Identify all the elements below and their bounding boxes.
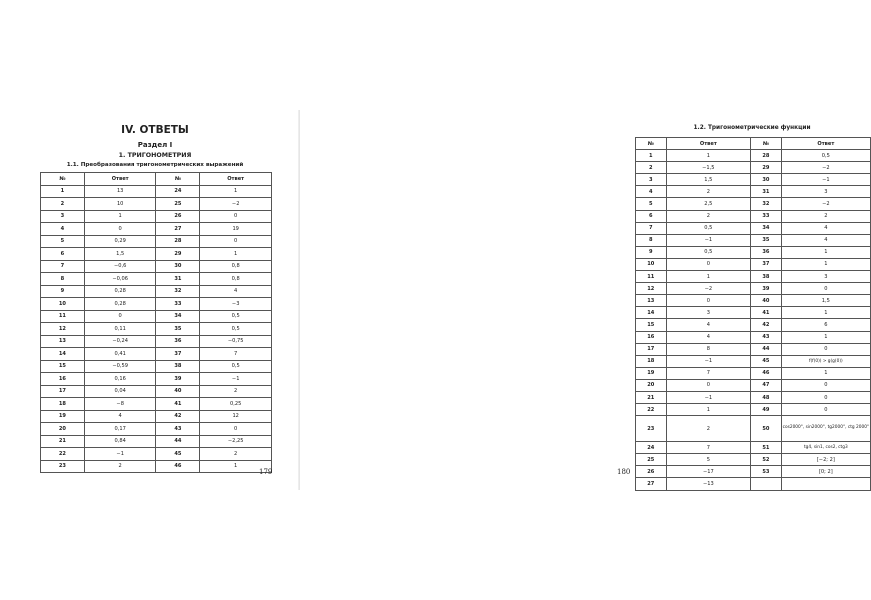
answer-cell: 1 bbox=[84, 210, 156, 223]
header-answer: Ответ bbox=[200, 173, 272, 186]
table-row bbox=[41, 260, 272, 273]
task-number-cell: 20 bbox=[41, 423, 85, 436]
table-header-row bbox=[41, 173, 272, 186]
task-number-cell: 21 bbox=[636, 391, 667, 403]
answer-cell: 0,84 bbox=[84, 435, 156, 448]
task-number-cell: 18 bbox=[636, 355, 667, 367]
table-row bbox=[41, 385, 272, 398]
answer-cell: tg4, sin1, cos2, ctg3 bbox=[781, 442, 870, 454]
page-number: 180 bbox=[617, 468, 631, 476]
answer-cell: 12 bbox=[200, 410, 272, 423]
right-page bbox=[300, 0, 870, 600]
answer-cell: −2 bbox=[200, 198, 272, 211]
answer-cell: 0 bbox=[200, 423, 272, 436]
task-number-cell: 35 bbox=[751, 234, 782, 246]
task-number-cell: 12 bbox=[636, 283, 667, 295]
task-number-cell: 4 bbox=[41, 223, 85, 236]
answer-cell: 4 bbox=[84, 410, 156, 423]
task-number-cell: 33 bbox=[751, 210, 782, 222]
answer-cell: 2 bbox=[666, 210, 751, 222]
answer-cell: −1 bbox=[781, 174, 870, 186]
answer-cell: 13 bbox=[84, 185, 156, 198]
table-row bbox=[41, 248, 272, 261]
answer-cell: 8 bbox=[666, 343, 751, 355]
table-row bbox=[41, 285, 272, 298]
answer-cell: 4 bbox=[666, 319, 751, 331]
table-row bbox=[41, 273, 272, 286]
answer-cell bbox=[781, 478, 870, 490]
answer-cell: [−2; 2] bbox=[781, 454, 870, 466]
task-number-cell: 1 bbox=[636, 150, 667, 162]
task-number-cell: 45 bbox=[156, 448, 200, 461]
answer-cell: 0,5 bbox=[666, 222, 751, 234]
answer-cell: 0,5 bbox=[666, 246, 751, 258]
answer-cell: [0; 2] bbox=[781, 466, 870, 478]
task-number-cell: 31 bbox=[156, 273, 200, 286]
task-number-cell: 52 bbox=[751, 454, 782, 466]
task-number-cell: 11 bbox=[636, 271, 667, 283]
chapter-title: IV. ОТВЕТЫ bbox=[121, 124, 189, 136]
task-number-cell: 14 bbox=[41, 348, 85, 361]
answer-cell: 19 bbox=[200, 223, 272, 236]
task-number-cell: 19 bbox=[41, 410, 85, 423]
task-number-cell: 1 bbox=[41, 185, 85, 198]
task-number-cell: 38 bbox=[751, 271, 782, 283]
table-row bbox=[41, 185, 272, 198]
table-row bbox=[41, 435, 272, 448]
task-number-cell: 24 bbox=[636, 442, 667, 454]
table-row bbox=[636, 367, 871, 379]
table-row bbox=[636, 466, 871, 478]
answer-cell: 0 bbox=[666, 258, 751, 270]
task-number-cell: 41 bbox=[156, 398, 200, 411]
table-row bbox=[636, 404, 871, 416]
answer-cell: 3 bbox=[781, 271, 870, 283]
answer-cell: 4 bbox=[781, 234, 870, 246]
table-row bbox=[636, 343, 871, 355]
answer-cell: 0,5 bbox=[200, 310, 272, 323]
answer-cell: cos2000°, sin2000°, tg2000°, ctg 2000° bbox=[781, 416, 870, 442]
answer-cell: 1 bbox=[666, 150, 751, 162]
answer-cell: −0,75 bbox=[200, 335, 272, 348]
task-number-cell: 28 bbox=[156, 235, 200, 248]
task-number-cell: 7 bbox=[636, 222, 667, 234]
answer-cell: −2,25 bbox=[200, 435, 272, 448]
answer-cell: 3 bbox=[781, 186, 870, 198]
answer-cell: −1 bbox=[84, 448, 156, 461]
task-number-cell: 37 bbox=[156, 348, 200, 361]
answer-cell: 1 bbox=[781, 307, 870, 319]
task-number-cell: 41 bbox=[751, 307, 782, 319]
table-row bbox=[41, 448, 272, 461]
answer-cell: 1 bbox=[781, 258, 870, 270]
answer-cell: 0,16 bbox=[84, 373, 156, 386]
answer-cell: 0 bbox=[200, 210, 272, 223]
task-number-cell: 53 bbox=[751, 466, 782, 478]
task-number-cell: 3 bbox=[636, 174, 667, 186]
answer-cell: 1 bbox=[200, 248, 272, 261]
answer-cell: 1 bbox=[781, 331, 870, 343]
table-row bbox=[636, 150, 871, 162]
task-number-cell: 48 bbox=[751, 391, 782, 403]
table-row bbox=[636, 454, 871, 466]
table-row bbox=[636, 319, 871, 331]
task-number-cell: 26 bbox=[156, 210, 200, 223]
task-number-cell: 17 bbox=[41, 385, 85, 398]
task-number-cell: 42 bbox=[751, 319, 782, 331]
table-row bbox=[636, 258, 871, 270]
answer-cell: 0,04 bbox=[84, 385, 156, 398]
answer-cell: −8 bbox=[84, 398, 156, 411]
answer-cell: 1 bbox=[666, 404, 751, 416]
table-row bbox=[41, 223, 272, 236]
answer-cell: 1 bbox=[781, 246, 870, 258]
table-row bbox=[41, 460, 272, 473]
table-row bbox=[41, 410, 272, 423]
task-number-cell: 8 bbox=[41, 273, 85, 286]
table-row bbox=[636, 162, 871, 174]
task-number-cell: 7 bbox=[41, 260, 85, 273]
task-number-cell: 30 bbox=[751, 174, 782, 186]
task-number-cell: 44 bbox=[156, 435, 200, 448]
table-row bbox=[41, 335, 272, 348]
task-number-cell: 47 bbox=[751, 379, 782, 391]
task-number-cell: 4 bbox=[636, 186, 667, 198]
task-number-cell: 16 bbox=[41, 373, 85, 386]
table-row bbox=[636, 379, 871, 391]
answer-cell: 2 bbox=[84, 460, 156, 473]
answer-cell: 7 bbox=[200, 348, 272, 361]
task-number-cell bbox=[751, 478, 782, 490]
task-number-cell: 22 bbox=[41, 448, 85, 461]
answer-cell: 0 bbox=[84, 223, 156, 236]
answer-cell: 0 bbox=[666, 295, 751, 307]
section-title: Раздел I bbox=[137, 141, 173, 149]
task-number-cell: 2 bbox=[41, 198, 85, 211]
task-number-cell: 10 bbox=[636, 258, 667, 270]
task-number-cell: 44 bbox=[751, 343, 782, 355]
answer-cell: 2 bbox=[781, 210, 870, 222]
table-row bbox=[636, 198, 871, 210]
answer-cell: −2 bbox=[781, 198, 870, 210]
answer-cell: −1 bbox=[666, 234, 751, 246]
answer-cell: 0,5 bbox=[200, 323, 272, 336]
table-row bbox=[636, 283, 871, 295]
answer-cell: 4 bbox=[666, 331, 751, 343]
table-row bbox=[41, 373, 272, 386]
answer-cell: 1,5 bbox=[666, 174, 751, 186]
task-number-cell: 30 bbox=[156, 260, 200, 273]
task-number-cell: 42 bbox=[156, 410, 200, 423]
task-number-cell: 50 bbox=[751, 416, 782, 442]
table-row bbox=[41, 310, 272, 323]
answer-cell: 4 bbox=[781, 222, 870, 234]
task-number-cell: 16 bbox=[636, 331, 667, 343]
header-answer: Ответ bbox=[666, 138, 751, 150]
task-number-cell: 9 bbox=[636, 246, 667, 258]
answer-cell: 3 bbox=[666, 307, 751, 319]
answer-cell: 0,41 bbox=[84, 348, 156, 361]
task-number-cell: 45 bbox=[751, 355, 782, 367]
task-number-cell: 46 bbox=[751, 367, 782, 379]
task-number-cell: 17 bbox=[636, 343, 667, 355]
task-number-cell: 13 bbox=[41, 335, 85, 348]
table-row bbox=[636, 186, 871, 198]
task-number-cell: 9 bbox=[41, 285, 85, 298]
task-number-cell: 24 bbox=[156, 185, 200, 198]
answer-cell: −1 bbox=[200, 373, 272, 386]
task-number-cell: 38 bbox=[156, 360, 200, 373]
task-number-cell: 2 bbox=[636, 162, 667, 174]
left-page bbox=[0, 0, 300, 600]
task-number-cell: 23 bbox=[636, 416, 667, 442]
table-row bbox=[636, 442, 871, 454]
table-row bbox=[636, 331, 871, 343]
answer-cell: 0,17 bbox=[84, 423, 156, 436]
task-number-cell: 10 bbox=[41, 298, 85, 311]
task-number-cell: 31 bbox=[751, 186, 782, 198]
answer-cell: −13 bbox=[666, 478, 751, 490]
table-row bbox=[636, 246, 871, 258]
task-number-cell: 40 bbox=[156, 385, 200, 398]
answer-cell: −0,06 bbox=[84, 273, 156, 286]
table-row bbox=[636, 355, 871, 367]
table-row bbox=[41, 323, 272, 336]
task-number-cell: 34 bbox=[751, 222, 782, 234]
task-number-cell: 32 bbox=[156, 285, 200, 298]
task-number-cell: 49 bbox=[751, 404, 782, 416]
task-number-cell: 18 bbox=[41, 398, 85, 411]
answer-cell: 1 bbox=[200, 185, 272, 198]
answer-cell: 0 bbox=[781, 391, 870, 403]
header-number: № bbox=[751, 138, 782, 150]
answer-cell: 7 bbox=[666, 442, 751, 454]
task-number-cell: 25 bbox=[156, 198, 200, 211]
header-number: № bbox=[636, 138, 667, 150]
task-number-cell: 35 bbox=[156, 323, 200, 336]
answer-cell: 0 bbox=[84, 310, 156, 323]
task-number-cell: 19 bbox=[636, 367, 667, 379]
answer-cell: −3 bbox=[200, 298, 272, 311]
answer-cell: 2 bbox=[666, 416, 751, 442]
answer-cell: 1 bbox=[781, 367, 870, 379]
task-number-cell: 36 bbox=[156, 335, 200, 348]
task-number-cell: 36 bbox=[751, 246, 782, 258]
table-row bbox=[636, 234, 871, 246]
task-number-cell: 26 bbox=[636, 466, 667, 478]
table-row bbox=[41, 298, 272, 311]
task-number-cell: 5 bbox=[41, 235, 85, 248]
answer-cell: 2,5 bbox=[666, 198, 751, 210]
subsection-title: 1. ТРИГОНОМЕТРИЯ bbox=[118, 152, 192, 159]
task-number-cell: 14 bbox=[636, 307, 667, 319]
table-row bbox=[636, 222, 871, 234]
task-number-cell: 37 bbox=[751, 258, 782, 270]
answer-cell: 5 bbox=[666, 454, 751, 466]
answer-cell: 0,28 bbox=[84, 285, 156, 298]
table-row bbox=[41, 360, 272, 373]
table-row bbox=[41, 348, 272, 361]
task-number-cell: 6 bbox=[636, 210, 667, 222]
answer-cell: 0 bbox=[781, 283, 870, 295]
table-row bbox=[41, 423, 272, 436]
table-row bbox=[41, 210, 272, 223]
table-row bbox=[41, 198, 272, 211]
subsection-title: 1.2. Тригонометрические функции bbox=[693, 125, 811, 131]
answer-cell: 0 bbox=[781, 343, 870, 355]
task-number-cell: 5 bbox=[636, 198, 667, 210]
answer-cell: −17 bbox=[666, 466, 751, 478]
table-row bbox=[636, 416, 871, 442]
task-number-cell: 13 bbox=[636, 295, 667, 307]
answer-cell: 1,5 bbox=[781, 295, 870, 307]
task-number-cell: 20 bbox=[636, 379, 667, 391]
answer-cell: 1,5 bbox=[84, 248, 156, 261]
answer-cell: f(f(0)) > g(g(0)) bbox=[781, 355, 870, 367]
task-number-cell: 12 bbox=[41, 323, 85, 336]
answer-cell: 4 bbox=[200, 285, 272, 298]
task-number-cell: 15 bbox=[636, 319, 667, 331]
task-number-cell: 29 bbox=[751, 162, 782, 174]
table-row bbox=[41, 398, 272, 411]
table-row bbox=[636, 271, 871, 283]
task-number-cell: 39 bbox=[751, 283, 782, 295]
header-number: № bbox=[156, 173, 200, 186]
answer-cell: 1 bbox=[200, 460, 272, 473]
answer-cell: 2 bbox=[200, 448, 272, 461]
answer-cell: 0,29 bbox=[84, 235, 156, 248]
task-number-cell: 43 bbox=[156, 423, 200, 436]
header-answer: Ответ bbox=[781, 138, 870, 150]
task-number-cell: 23 bbox=[41, 460, 85, 473]
task-number-cell: 39 bbox=[156, 373, 200, 386]
answer-cell: 0,8 bbox=[200, 260, 272, 273]
task-number-cell: 3 bbox=[41, 210, 85, 223]
answer-cell: 0 bbox=[666, 379, 751, 391]
answer-cell: 0 bbox=[200, 235, 272, 248]
table-row bbox=[636, 307, 871, 319]
answer-cell: 0 bbox=[781, 379, 870, 391]
task-number-cell: 34 bbox=[156, 310, 200, 323]
answer-cell: −0,24 bbox=[84, 335, 156, 348]
task-number-cell: 29 bbox=[156, 248, 200, 261]
answer-cell: 0,28 bbox=[84, 298, 156, 311]
answer-cell: 10 bbox=[84, 198, 156, 211]
answer-cell: −1 bbox=[666, 355, 751, 367]
task-number-cell: 11 bbox=[41, 310, 85, 323]
answer-cell: −2 bbox=[666, 283, 751, 295]
answer-cell: 0,5 bbox=[781, 150, 870, 162]
task-number-cell: 32 bbox=[751, 198, 782, 210]
table-row bbox=[41, 235, 272, 248]
answer-cell: 2 bbox=[200, 385, 272, 398]
task-number-cell: 27 bbox=[156, 223, 200, 236]
answers-table-trig-functions bbox=[635, 137, 871, 491]
subsubsection-title: 1.1. Преобразования тригонометрических выражений bbox=[66, 162, 244, 168]
task-number-cell: 46 bbox=[156, 460, 200, 473]
task-number-cell: 51 bbox=[751, 442, 782, 454]
task-number-cell: 28 bbox=[751, 150, 782, 162]
answer-cell: 2 bbox=[666, 186, 751, 198]
table-row bbox=[636, 295, 871, 307]
header-answer: Ответ bbox=[84, 173, 156, 186]
task-number-cell: 6 bbox=[41, 248, 85, 261]
task-number-cell: 40 bbox=[751, 295, 782, 307]
table-header-row bbox=[636, 138, 871, 150]
task-number-cell: 25 bbox=[636, 454, 667, 466]
answer-cell: 6 bbox=[781, 319, 870, 331]
task-number-cell: 15 bbox=[41, 360, 85, 373]
answer-cell: 0,25 bbox=[200, 398, 272, 411]
task-number-cell: 22 bbox=[636, 404, 667, 416]
task-number-cell: 43 bbox=[751, 331, 782, 343]
answer-cell: −2 bbox=[781, 162, 870, 174]
table-row bbox=[636, 391, 871, 403]
answer-cell: 0 bbox=[781, 404, 870, 416]
answer-cell: 0,11 bbox=[84, 323, 156, 336]
answer-cell: 0,8 bbox=[200, 273, 272, 286]
answer-cell: −1,5 bbox=[666, 162, 751, 174]
table-row bbox=[636, 478, 871, 490]
table-row bbox=[636, 174, 871, 186]
table-row bbox=[636, 210, 871, 222]
answer-cell: 1 bbox=[666, 271, 751, 283]
answer-cell: −1 bbox=[666, 391, 751, 403]
task-number-cell: 8 bbox=[636, 234, 667, 246]
answers-table-trig-expressions bbox=[40, 172, 272, 473]
answer-cell: −0,59 bbox=[84, 360, 156, 373]
header-number: № bbox=[41, 173, 85, 186]
task-number-cell: 27 bbox=[636, 478, 667, 490]
page-number: 179 bbox=[259, 468, 273, 476]
answer-cell: 7 bbox=[666, 367, 751, 379]
answer-cell: 0,5 bbox=[200, 360, 272, 373]
task-number-cell: 21 bbox=[41, 435, 85, 448]
task-number-cell: 33 bbox=[156, 298, 200, 311]
answer-cell: −0,6 bbox=[84, 260, 156, 273]
